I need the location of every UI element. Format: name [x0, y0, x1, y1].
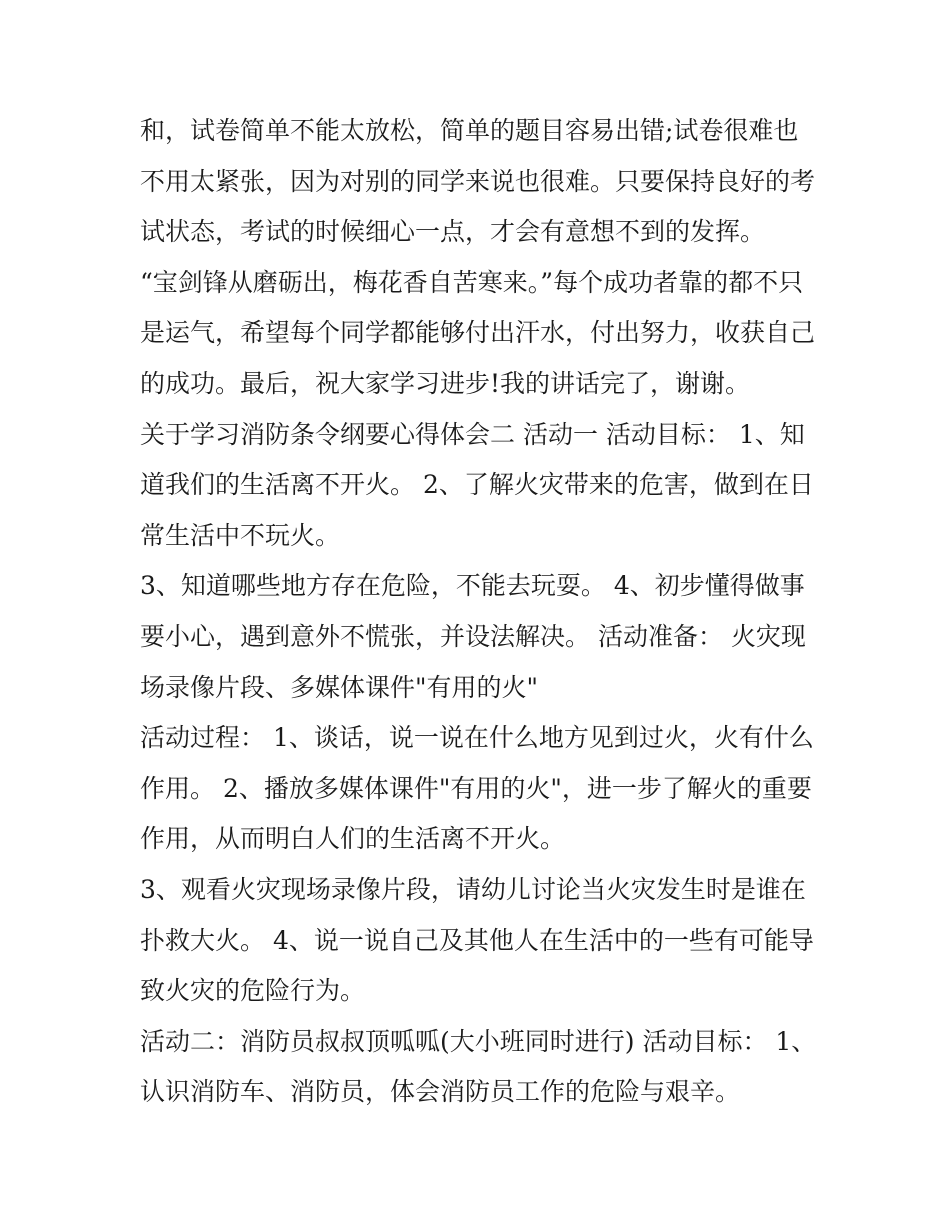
text-line: 活动过程： 1、谈话，说一说在什么地方见到过火，火有什么	[140, 723, 814, 753]
text-line: 3、知道哪些地方存在危险，不能去玩耍。 4、初步懂得做事	[140, 571, 805, 601]
text-line: 作用。 2、播放多媒体课件"有用的火"，进一步了解火的重要	[140, 773, 812, 803]
text-line: 场录像片段、多媒体课件"有用的火"	[140, 672, 538, 702]
document-body	[140, 106, 817, 1118]
text-line: 致火灾的危险行为。	[140, 976, 366, 1006]
text-line: “宝剑锋从磨砺出，梅花香自苦寒来。”每个成功者靠的都不只	[140, 267, 804, 297]
text-line: 3、观看火灾现场录像片段，请幼儿讨论当火灾发生时是谁在	[140, 874, 806, 904]
text-line: 活动二：消防员叔叔顶呱呱(大小班同时进行) 活动目标： 1、	[140, 1026, 817, 1056]
text-line: 扑救大火。 4、说一说自己及其他人在生活中的一些有可能导	[140, 925, 814, 955]
text-line: 和，试卷简单不能太放松，简单的题目容易出错;试卷很难也	[140, 116, 799, 145]
text-line: 常生活中不玩火。	[140, 520, 341, 550]
text-line: 是运气，希望每个同学都能够付出汗水，付出努力，收获自己	[140, 318, 816, 348]
text-line: 要小心，遇到意外不慌张，并设法解决。 活动准备： 火灾现	[140, 621, 806, 651]
text-line: 试状态，考试的时候细心一点，才会有意想不到的发挥。	[140, 217, 766, 247]
text-line: 作用，从而明白人们的生活离不开火。	[140, 824, 566, 854]
text-line: 关于学习消防条令纲要心得体会二 活动一 活动目标： 1、知	[140, 419, 805, 449]
text-line: 不用太紧张，因为对别的同学来说也很难。只要保持良好的考	[140, 166, 816, 196]
text-line: 的成功。最后，祝大家学习进步!我的讲话完了，谢谢。	[140, 368, 751, 398]
text-line: 道我们的生活离不开火。 2、了解火灾带来的危害，做到在日	[140, 470, 814, 500]
text-line: 认识消防车、消防员，体会消防员工作的危险与艰辛。	[140, 1077, 741, 1107]
